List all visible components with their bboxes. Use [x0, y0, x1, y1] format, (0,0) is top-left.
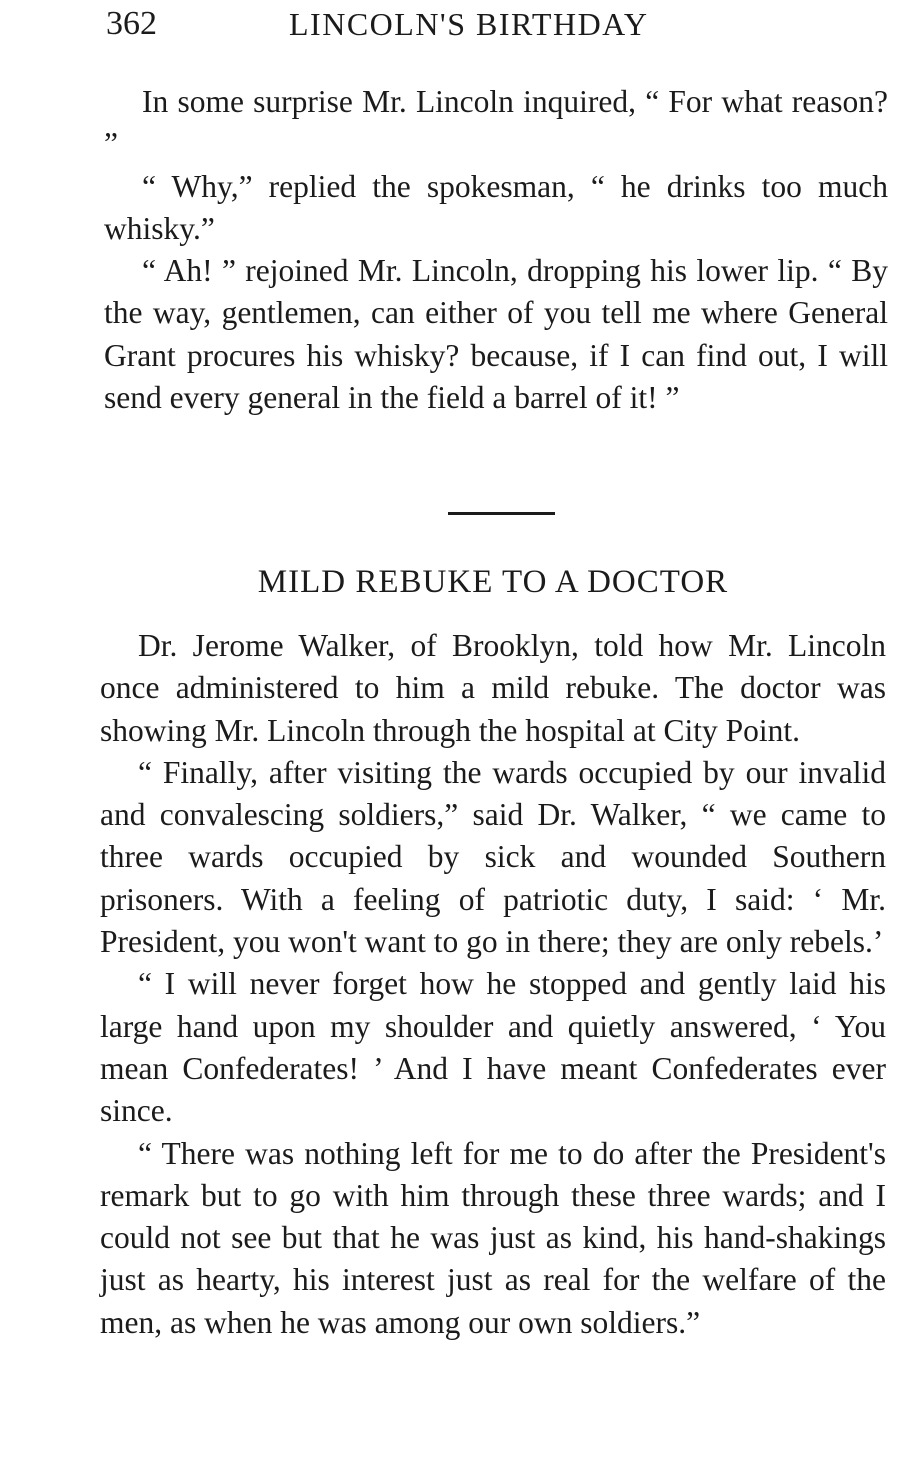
running-title: LINCOLN'S BIRTHDAY: [289, 6, 649, 42]
paragraph: “ I will never forget how he stopped and gently laid his large hand upon my shoulder and quietly answered, ‘ You mean Confederates! ’ And I have meant Confederates ever since.: [100, 966, 886, 1129]
section-heading: MILD REBUKE TO A DOCTOR: [257, 564, 729, 600]
paragraph: “ There was nothing left for me to do after the President's remark but to go with him through these three wards; and I could not see but that he was just as kind, his hand-shakings just as hearty, his interest just as real for the welfare of the men, as when he was among our own soldiers.”: [100, 1135, 886, 1340]
top-text-block: [104, 81, 888, 419]
paragraph: In some surprise Mr. Lincoln inquired, “ For what reason? ”: [104, 84, 888, 162]
section-text-block: [100, 625, 886, 1344]
paragraph: Dr. Jerome Walker, of Brooklyn, told how Mr. Lincoln once administered to him a mild rebuke. The doctor was showing Mr. Lincoln through the hospital at City Point.: [100, 628, 886, 748]
section-divider: [448, 512, 555, 515]
paragraph: “ Finally, after visiting the wards occupied by our invalid and convalescing soldiers,” said Dr. Walker, “ we came to three wards occupied by sick and wounded Southern prisoners. With a feeling of patriotic duty, I said: ‘ Mr. President, you won't want to go in there; they are only rebels.’: [100, 754, 886, 960]
page-number: 362: [106, 5, 157, 42]
paragraph: “ Ah! ” rejoined Mr. Lincoln, dropping his lower lip. “ By the way, gentlemen, can either of you tell me where General Grant procures his whisky? because, if I can find out, I will send every general in the field a barrel of it! ”: [104, 253, 888, 416]
running-head: [106, 4, 726, 44]
paragraph: “ Why,” replied the spokesman, “ he drinks too much whisky.”: [104, 168, 888, 246]
